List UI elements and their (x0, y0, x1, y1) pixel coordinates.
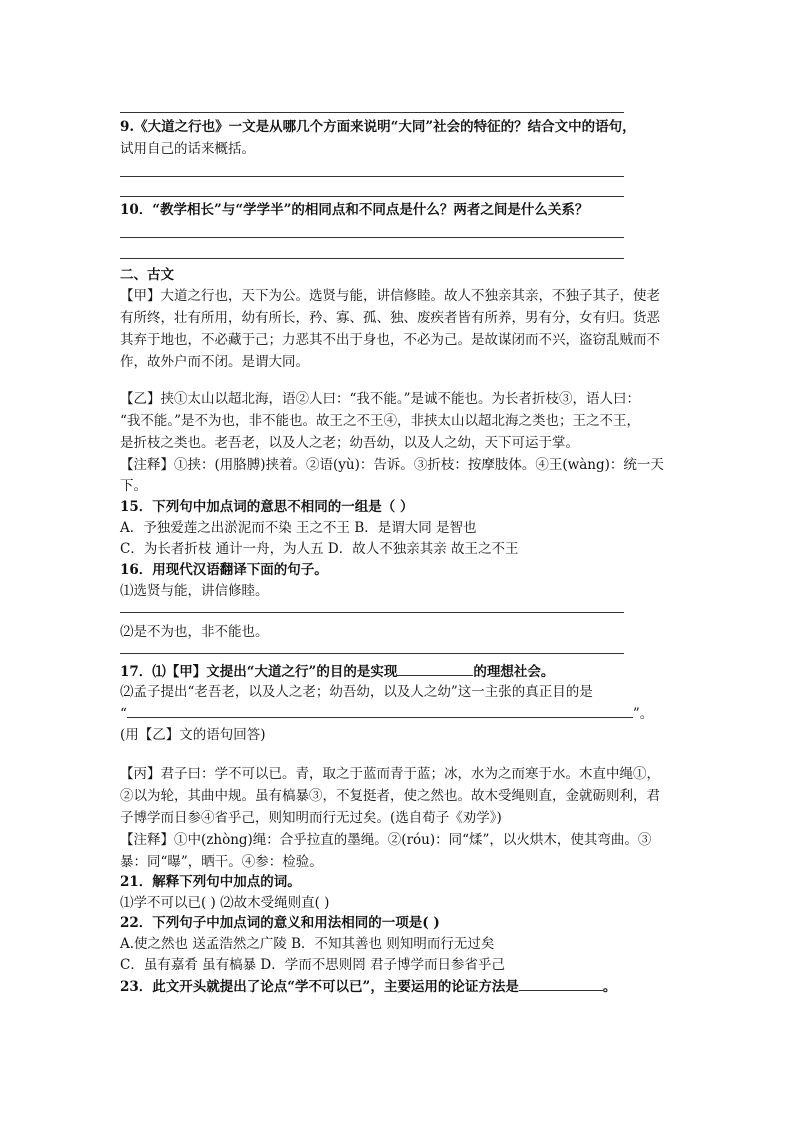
question-23-post: 。 (602, 979, 617, 995)
passage-yi-note: 【注释】①挟：(用胳膊)挟着。②语(yù)：告诉。③折枝：按摩肢体。④王(wàng)：统一天 (120, 457, 664, 473)
question-15-stem: 15．下列句中加点词的意思不相同的一组是（ ） (120, 499, 414, 515)
answer-line (120, 237, 624, 238)
question-15-options-cd: C．为长者折枝 通计一舟，为人五 D．故人不独亲其亲 故王之不王 (120, 541, 519, 557)
question-17-line1 (120, 661, 554, 683)
question-16-item1: ⑴选贤与能，讲信修睦。 (120, 583, 269, 599)
question-9-line1: 9.《大道之行也》一文是从哪几个方面来说明“大同”社会的特征的？结合文中的语句， (120, 119, 636, 135)
question-10: 10．“教学相长”与“学学半”的相同点和不同点是什么？两者之间是什么关系？ (120, 202, 589, 218)
passage-jia-line: 作，故外户而不闭。是谓大同。 (120, 354, 309, 370)
question-17-line1-pre: 17．⑴【甲】文提出“大道之行”的目的是实现 (120, 664, 398, 680)
passage-jia-line: 【甲】大道之行也，天下为公。选贤与能，讲信修睦。故人不独亲其亲，不独子其子，使老 (120, 288, 660, 304)
answer-line (120, 258, 624, 259)
passage-bing-line: 【丙】君子曰：学不可以已。青，取之于蓝而青于蓝；冰，水为之而寒于水。木直中绳①， (120, 766, 660, 782)
passage-yi-line: “我不能。”是不为也，非不能也。故王之不王④，非挟太山以超北海之类也；王之不王， (120, 413, 641, 429)
passage-jia-line: 其弃于地也，不必藏于己；力恶其不出于身也，不必为己。是故谋闭而不兴，盗窃乱贼而不 (120, 332, 660, 348)
passage-yi-note: 下。 (120, 478, 147, 494)
fill-blank[interactable] (397, 661, 473, 676)
question-17-line2: ⑵孟子提出“老吾老，以及人之老；幼吾幼，以及人之幼”这一主张的真正目的是 (120, 684, 593, 700)
passage-jia-line: 有所终，壮有所用，幼有所长，矜、寡、孤、独、废疾者皆有所养，男有分，女有归。货恶 (120, 310, 660, 326)
question-17-line3 (120, 703, 653, 725)
question-23-pre: 23．此文开头就提出了论点“学不可以已”，主要运用的论证方法是 (120, 979, 519, 995)
question-21-items: ⑴学不可以已( ) ⑵故木受绳则直( ) (120, 895, 330, 911)
question-22-options-cd: C．虽有嘉肴 虽有槁暴 D．学而不思则罔 君子博学而日参省乎己 (120, 957, 506, 973)
passage-bing-line: ②以为轮，其曲中规。虽有槁暴③，不复挺者，使之然也。故木受绳则直，金就砺则利，君 (120, 788, 660, 804)
question-16-stem: 16．用现代汉语翻译下面的句子。 (120, 562, 328, 578)
section-heading: 二、古文 (120, 267, 174, 283)
close-quote: ”。 (632, 706, 654, 722)
fill-blank[interactable] (127, 703, 633, 718)
passage-yi-line: 【乙】挟①太山以超北海，语②人曰：“我不能。”是诚不能也。为长者折枝③，语人曰： (120, 391, 641, 407)
passage-bing-note: 暴：同“曝”，晒干。④参：检验。 (120, 854, 323, 870)
question-17-line4: (用【乙】文的语句回答) (120, 727, 266, 743)
answer-line (120, 612, 624, 613)
passage-bing-note: 【注释】①中(zhòng)绳：合乎拉直的墨绳。②(róu)：同“煣”，以火烘木，使其弯曲。③ (120, 832, 652, 848)
question-15-options-ab: A．予独爱莲之出淤泥而不染 王之不王 B．是谓大同 是智也 (120, 520, 477, 536)
question-17-line1-post: 的理想社会。 (473, 664, 555, 680)
passage-bing-line: 子博学而日参④省乎己，则知明而行无过矣。(选自荀子《劝学》) (120, 810, 502, 826)
answer-line (120, 112, 624, 113)
question-22-options-ab: A.使之然也 送孟浩然之广陵 B．不知其善也 则知明而行无过矣 (120, 936, 495, 952)
question-23 (120, 976, 616, 998)
question-16-item2: ⑵是不为也，非不能也。 (120, 624, 269, 640)
question-22-stem: 22．下列句子中加点词的意义和用法相同的一项是( ) (120, 915, 440, 931)
passage-yi-line: 是折枝之类也。老吾老，以及人之老；幼吾幼，以及人之幼，天下可运于掌。 (120, 435, 579, 451)
question-21-stem: 21．解释下列句中加点的词。 (120, 874, 301, 890)
fill-blank[interactable] (519, 976, 603, 991)
question-9-line2: 试用自己的话来概括。 (120, 141, 255, 157)
open-quote: “ (120, 706, 127, 722)
answer-line (120, 176, 624, 177)
answer-line (120, 653, 624, 654)
answer-line (120, 196, 624, 197)
